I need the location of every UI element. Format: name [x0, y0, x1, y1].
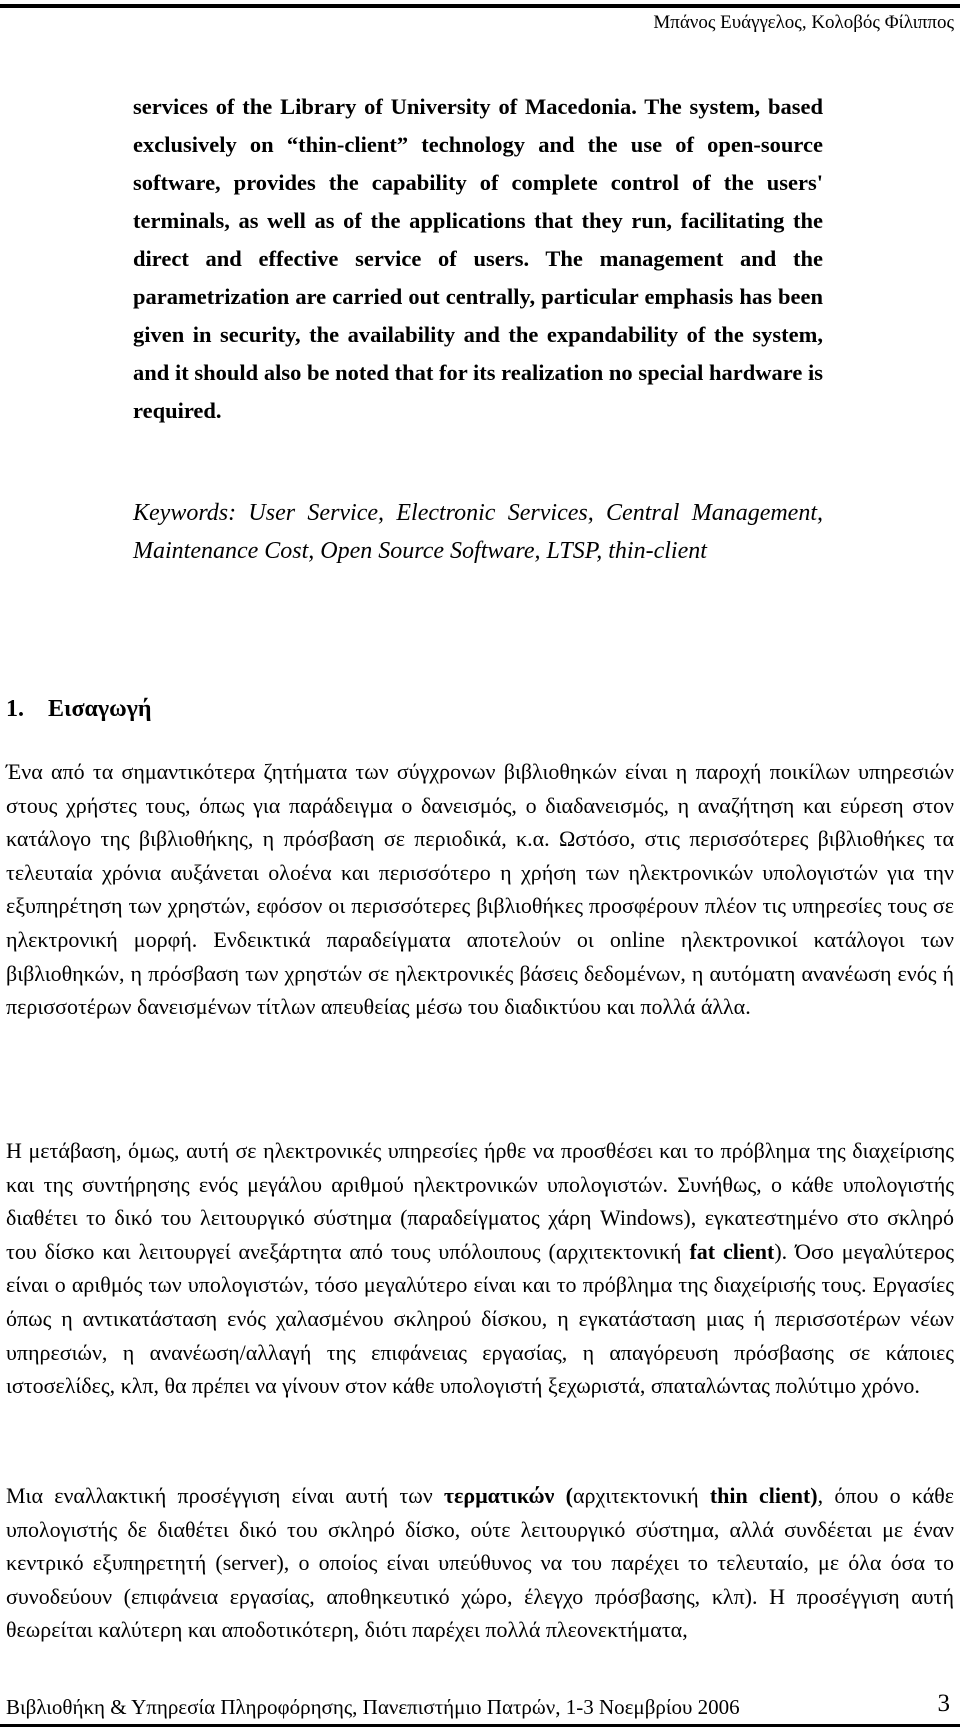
header-rule	[0, 4, 960, 8]
body-paragraph-1: Ένα από τα σημαντικότερα ζητήματα των σύγχρονων βιβλιοθηκών είναι η παροχή ποικίλων υπηρεσιών στους χρήστες τους, όπως για παράδειγμα ο δανεισμός, ο διαδανεισμός, η αναζήτηση και εύρεση στον κατάλογο της βιβλιοθήκης, η πρόσβαση σε περιοδικά, κ.α. Ωστόσο, στις περισσότερες βιβλιοθήκες τα τελευταία χρόνια αυξάνεται ολοένα και περισσότερο η χρήση των ηλεκτρονικών υπολογιστών για την εξυπηρέτηση των χρηστών, εφόσον οι περισσότερες βιβλιοθήκες προσφέρουν πλέον τις υπηρεσίες τους σε ηλεκτρονική μορφή. Ενδεικτικά παραδείγματα αποτελούν οι online ηλεκτρονικοί κατάλογοι των βιβλιοθηκών, η πρόσβαση των χρηστών σε ηλεκτρονικές βάσεις δεδομένων, η αυτόματη ανανέωση ενός ή περισσοτέρων δανεισμένων τίτλων απευθείας μέσω του διαδικτύου και πολλά άλλα.	[6, 759, 954, 1020]
section-heading	[6, 692, 152, 726]
footer-rule	[0, 1724, 960, 1727]
section-title: Εισαγωγή	[48, 696, 152, 722]
body-paragraph-2	[6, 1134, 954, 1403]
running-header-authors: Μπάνος Ευάγγελος, Κολοβός Φίλιππος	[653, 12, 954, 33]
body-paragraph-3	[6, 1479, 954, 1647]
abstract-paragraph: services of the Library of University of Macedonia. The system, based exclusively on “thin-client” technology and the use of open-source software, provides the capability of complete control of the users' terminals, as well as of the applications that they run, facilitating the direct and effective service of users. The management and the parametrization are carried out centrally, particular emphasis has been given in security, the availability and the expandability of the system, and it should also be noted that for its realization no special hardware is required.	[133, 94, 823, 423]
paragraph-2-text-a: Η μετάβαση, όμως, αυτή σε ηλεκτρονικές υπηρεσίες ήρθε να προσθέσει και το πρόβλημα της διαχείρισης και της συντήρησης ενός μεγάλου αριθμού ηλεκτρονικών υπολογιστών. Συνήθως, ο κάθε υπολογιστής διαθέτει το δικό του λειτουργικό σύστημα (παραδείγματος χάρη Windows), εγκατεστημένο στο σκληρό του δίσκο και λειτουργεί ανεξάρτητα από τους υπόλοιπους (αρχιτεκτονική	[6, 1138, 954, 1264]
keywords-paragraph: Keywords: User Service, Electronic Services, Central Management, Maintenance Cost, Open Source Software, LTSP, thin-client	[133, 500, 823, 564]
paragraph-3-text-c: , όπου ο κάθε υπολογιστής δε διαθέτει δικό του σκληρό δίσκο, ούτε λειτουργικό σύστημα, αλλά συνδέεται με έναν κεντρικό εξυπηρετητή (server), ο οποίος είναι υπεύθυνος να του παρέχει το τελευταίο, με όλα όσα το συνοδεύουν (επιφάνεια εργασίας, αποθηκευτικό χώρο, έλεγχο πρόσβασης, κλπ). Η προσέγγιση αυτή θεωρείται καλύτερη και αποδοτικότερη, διότι παρέχει πολλά πλεονεκτήματα,	[6, 1483, 954, 1643]
footer-conference: Βιβλιοθήκη & Υπηρεσία Πληροφόρησης, Πανεπιστήμιο Πατρών, 1-3 Νοεμβρίου 2006	[6, 1695, 740, 1719]
paragraph-3-text-b: αρχιτεκτονική	[572, 1483, 710, 1508]
terminals-term: τερματικών (	[443, 1483, 573, 1508]
paragraph-2-text-b: ). Όσο μεγαλύτερος είναι ο αριθμός των υπολογιστών, τόσο μεγαλύτερο είναι και το πρόβλημα της διαχείρισής τους. Εργασίες όπως η αντικατάσταση ενός χαλασμένου σκληρού δίσκου, η εγκατάσταση μιας ή περισσοτέρων νέων υπηρεσιών, η ανανέωση/αλλαγή της επιφάνειας εργασίας, η απαγόρευση πρόσβασης σε κάποιες ιστοσελίδες, κλπ, θα πρέπει να γίνουν στον κάθε υπολογιστή ξεχωριστά, σπαταλώντας πολύτιμο χρόνο.	[6, 1238, 954, 1399]
thin-client-term: thin client)	[709, 1483, 818, 1508]
page-number: 3	[937, 1690, 950, 1717]
fat-client-term: fat client	[689, 1238, 775, 1264]
section-number: 1.	[6, 696, 24, 722]
paragraph-3-text-a: Μια εναλλακτική προσέγγιση είναι αυτή των	[6, 1483, 444, 1508]
